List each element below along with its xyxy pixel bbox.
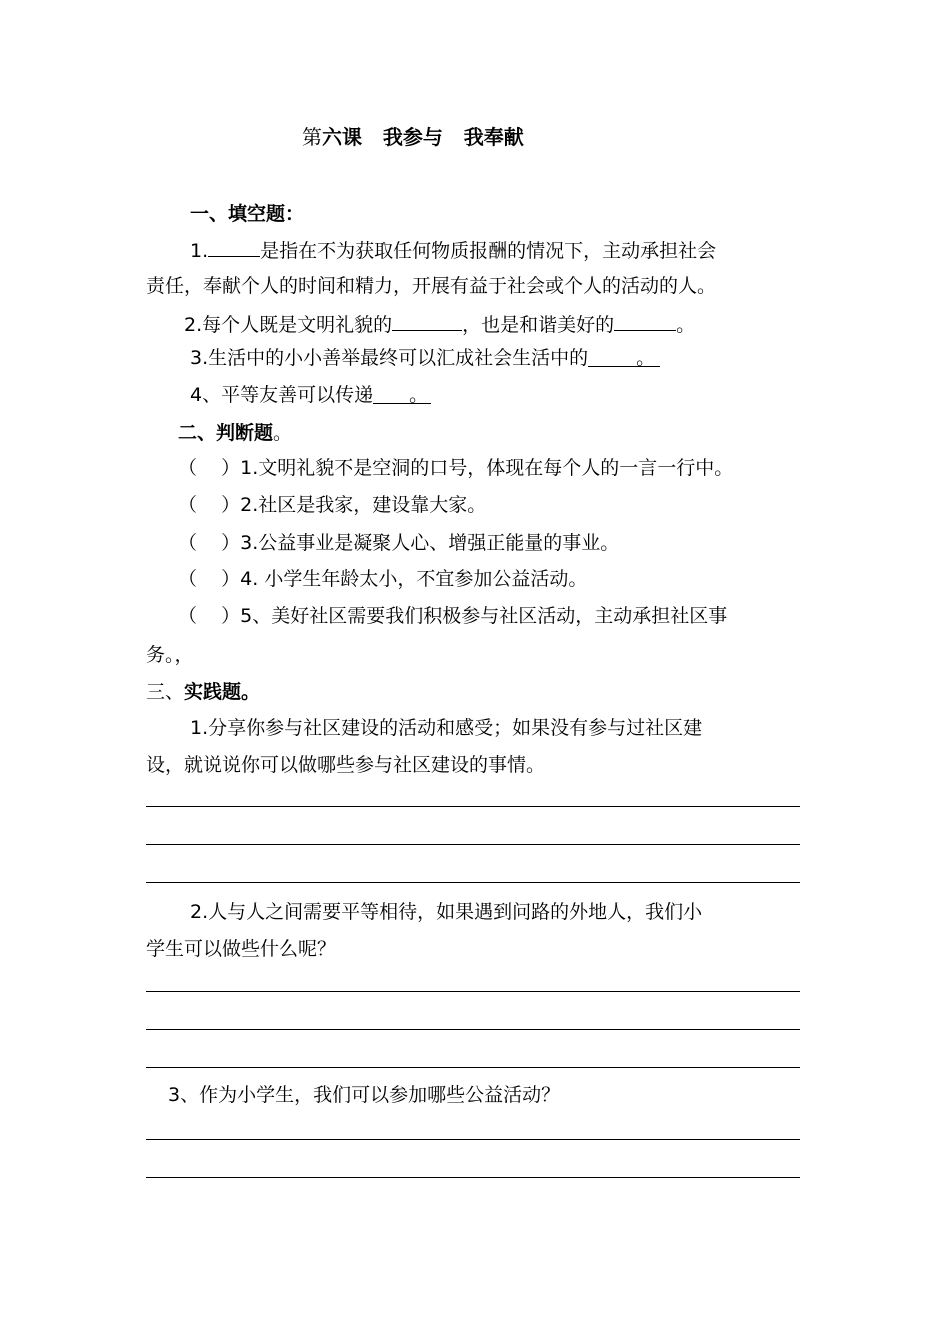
judge-item-5-cont: 务。， bbox=[146, 644, 194, 666]
fill-q4-blank[interactable] bbox=[373, 383, 431, 404]
fill-question-2 bbox=[184, 310, 695, 337]
section2-heading-end: 。 bbox=[273, 422, 293, 444]
section3-heading-text: 实践题。 bbox=[184, 681, 261, 703]
section3-heading bbox=[146, 680, 260, 704]
fill-q2-blank-1[interactable] bbox=[392, 310, 462, 331]
judge-item-5: （ ）5、美好社区需要我们积极参与社区活动，主动承担社区事 bbox=[178, 605, 728, 627]
fill-question-1-cont: 责任，奉献个人的时间和精力，开展有益于社会或个人的活动的人。 bbox=[146, 275, 717, 297]
fill-question-3 bbox=[190, 346, 660, 370]
answer-line-1[interactable] bbox=[146, 806, 800, 807]
section2-heading-text: 二、判断题 bbox=[178, 422, 274, 444]
section2-heading bbox=[178, 421, 292, 445]
fill-q3-blank[interactable] bbox=[588, 346, 660, 367]
judge-item-4: （ ）4. 小学生年龄太小，不宜参加公益活动。 bbox=[178, 568, 588, 590]
fill-q1-number: 1. bbox=[190, 240, 209, 262]
answer-line-6[interactable] bbox=[146, 1067, 800, 1068]
answer-line-3[interactable] bbox=[146, 882, 800, 883]
fill-question-1 bbox=[190, 236, 716, 263]
practice-q2-cont: 学生可以做些什么呢？ bbox=[146, 938, 337, 960]
fill-q2-text-b: ，也是和谐美好的 bbox=[462, 314, 615, 336]
practice-q3: 3、作为小学生，我们可以参加哪些公益活动？ bbox=[168, 1084, 561, 1106]
section1-heading: 一、填空题： bbox=[190, 203, 305, 225]
fill-q4-end: 。 bbox=[409, 384, 429, 406]
page-title bbox=[302, 125, 524, 149]
fill-q1-blank[interactable] bbox=[208, 236, 260, 257]
practice-q1-cont: 设，就说说你可以做哪些参与社区建设的事情。 bbox=[146, 754, 546, 776]
answer-line-4[interactable] bbox=[146, 991, 800, 992]
fill-q3-text: 3.生活中的小小善举最终可以汇成社会生活中的 bbox=[190, 347, 589, 369]
judge-item-1: （ ）1.文明礼貌不是空洞的口号，体现在每个人的一言一行中。 bbox=[178, 457, 734, 479]
practice-q2: 2.人与人之间需要平等相待，如果遇到问路的外地人，我们小 bbox=[190, 901, 703, 923]
fill-q2-text-c: 。 bbox=[676, 314, 696, 336]
fill-q2-text-a: 2.每个人既是文明礼貌的 bbox=[184, 314, 393, 336]
fill-q2-blank-2[interactable] bbox=[614, 310, 676, 331]
fill-q1-text: 是指在不为获取任何物质报酬的情况下，主动承担社会 bbox=[260, 240, 717, 262]
answer-line-5[interactable] bbox=[146, 1029, 800, 1030]
title-prefix: 第 bbox=[302, 125, 322, 149]
fill-q3-end: 。 bbox=[636, 347, 656, 369]
title-main: 六课 我参与 我奉献 bbox=[322, 125, 524, 149]
answer-line-7[interactable] bbox=[146, 1139, 800, 1140]
section3-heading-prefix: 三、 bbox=[146, 681, 185, 703]
fill-question-4 bbox=[190, 383, 431, 407]
practice-q1: 1.分享你参与社区建设的活动和感受；如果没有参与过社区建 bbox=[190, 717, 703, 739]
answer-line-8[interactable] bbox=[146, 1177, 800, 1178]
fill-q4-text: 4、平等友善可以传递 bbox=[190, 384, 374, 406]
judge-item-3: （ ）3.公益事业是凝聚人心、增强正能量的事业。 bbox=[178, 532, 620, 554]
judge-item-2: （ ）2.社区是我家，建设靠大家。 bbox=[178, 494, 487, 516]
answer-line-2[interactable] bbox=[146, 844, 800, 845]
